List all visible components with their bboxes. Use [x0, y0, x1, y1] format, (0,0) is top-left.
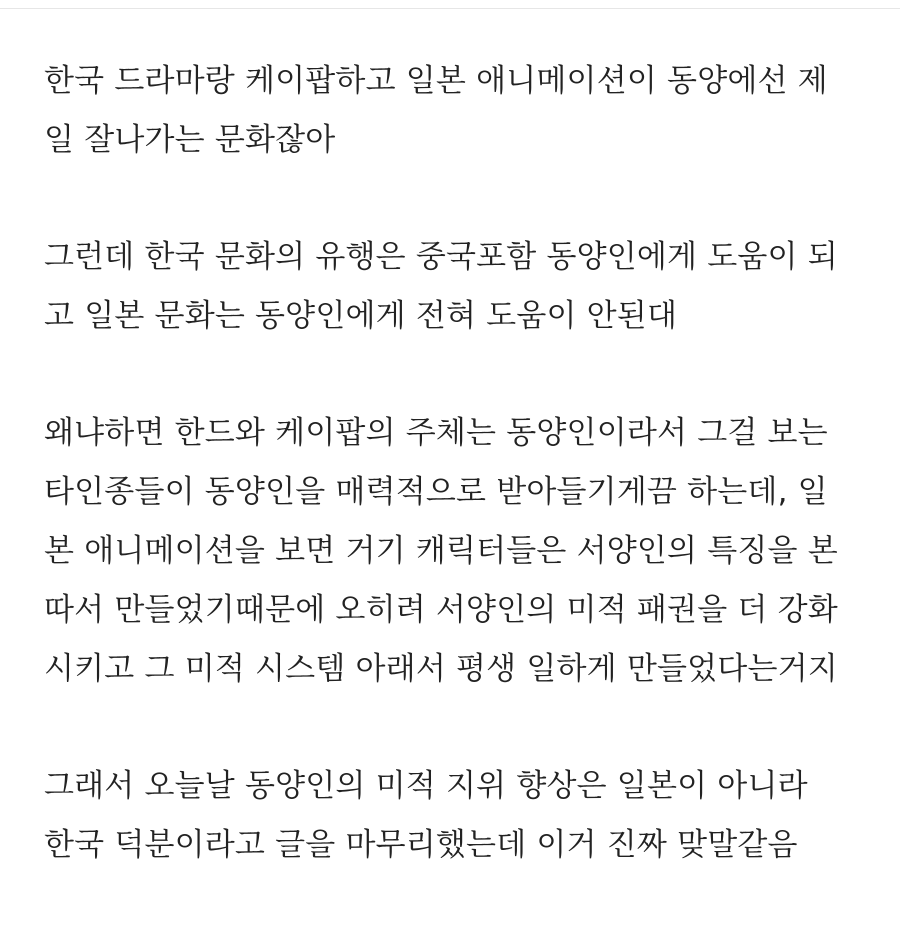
post-body: [44, 52, 874, 933]
paragraph-line: 그래서 오늘날 동양인의 미적 지위 향상은 일본이 아니라: [44, 768, 808, 804]
paragraph-4: [44, 757, 874, 875]
paragraph-line: 한국 드라마랑 케이팝하고 일본 애니메이션이 동양에선 제: [44, 63, 828, 99]
paragraph-line: 따서 만들었기때문에 오히려 서양인의 미적 패권을 더 강화: [44, 592, 838, 628]
paragraph-line: 일 잘나가는 문화잖아: [44, 122, 336, 158]
paragraph-line: 시키고 그 미적 시스템 아래서 평생 일하게 만들었다는거지: [44, 651, 838, 687]
paragraph-line: 고 일본 문화는 동양인에게 전혀 도움이 안된대: [44, 298, 678, 334]
paragraph-line: 타인종들이 동양인을 매력적으로 받아들기게끔 하는데, 일: [44, 474, 828, 510]
paragraph-line: 한국 덕분이라고 글을 마무리했는데 이거 진짜 맞말같음: [44, 827, 798, 863]
top-divider: [0, 8, 900, 9]
paragraph-line: 본 애니메이션을 보면 거기 캐릭터들은 서양인의 특징을 본: [44, 533, 838, 569]
paragraph-line: 그런데 한국 문화의 유행은 중국포함 동양인에게 도움이 되: [44, 239, 838, 275]
paragraph-line: 왜냐하면 한드와 케이팝의 주체는 동양인이라서 그걸 보는: [44, 415, 828, 451]
paragraph-1: [44, 52, 874, 170]
paragraph-3: [44, 404, 874, 699]
paragraph-2: [44, 228, 874, 346]
